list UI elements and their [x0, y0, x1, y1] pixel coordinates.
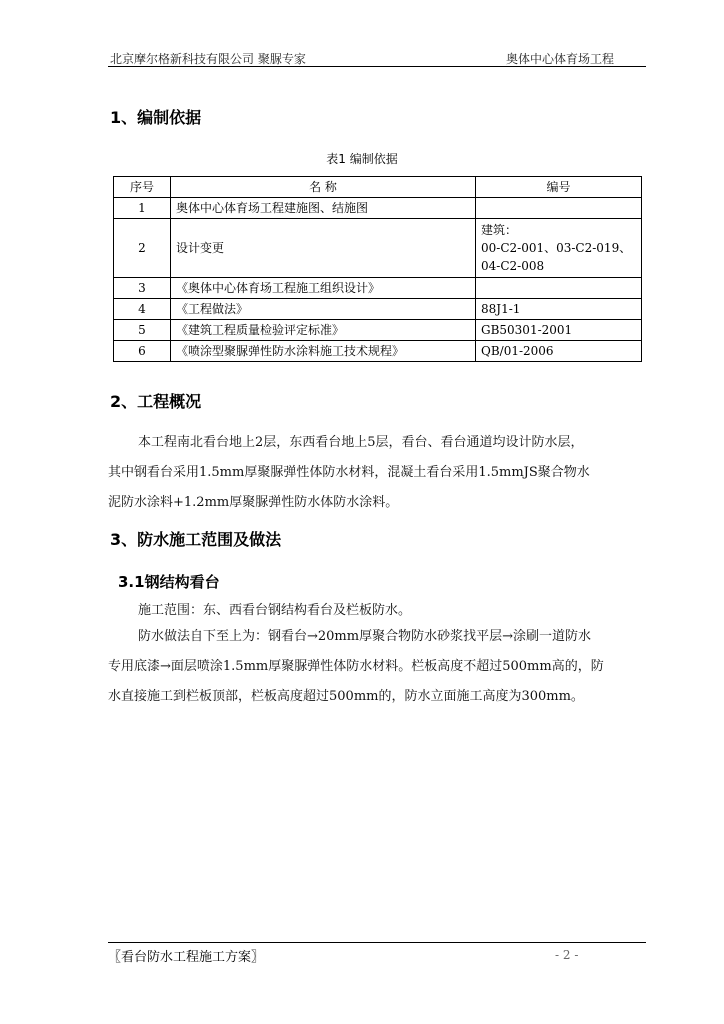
row-name: 《喷涂型聚脲弹性防水涂料施工技术规程》 — [171, 341, 476, 362]
footer-rule — [108, 942, 646, 943]
overview-paragraph — [108, 428, 648, 518]
row-code-line: 建筑： — [481, 223, 518, 237]
table-row — [114, 299, 642, 320]
method-line: 专用底漆→面层喷涂1.5mm厚聚脲弹性体防水材料。栏板高度不超过500mm高的，防 — [108, 659, 604, 674]
row-code: QB/01-2006 — [476, 341, 642, 362]
overview-line: 泥防水涂料+1.2mm厚聚脲弹性防水体防水涂料。 — [108, 495, 399, 510]
header-rule — [108, 66, 646, 67]
row-no: 1 — [114, 198, 171, 219]
row-code — [476, 278, 642, 299]
section-2-title: 2、工程概况 — [110, 392, 202, 411]
footer-title: 〖看台防水工程施工方案〗 — [108, 950, 265, 965]
row-code-line: 00-C2-001、03-C2-019、 — [481, 241, 632, 255]
table-header-row — [114, 177, 642, 198]
row-no: 3 — [114, 278, 171, 299]
method-line: 水直接施工到栏板顶部，栏板高度超过500mm的，防水立面施工高度为300mm。 — [108, 689, 584, 704]
row-name: 奥体中心体育场工程建施图、结施图 — [171, 198, 476, 219]
header-no: 序号 — [114, 177, 171, 198]
row-code — [476, 198, 642, 219]
table-row — [114, 198, 642, 219]
basis-table — [113, 176, 642, 362]
table-row — [114, 278, 642, 299]
scope-line: 施工范围：东、西看台钢结构看台及栏板防水。 — [138, 603, 412, 618]
header-code: 编号 — [476, 177, 642, 198]
overview-line: 其中钢看台采用1.5mm厚聚脲弹性体防水材料，混凝土看台采用1.5mmJS聚合物水 — [108, 465, 590, 480]
table-row — [114, 219, 642, 278]
row-name: 《工程做法》 — [171, 299, 476, 320]
method-paragraph — [108, 622, 648, 712]
row-no: 4 — [114, 299, 171, 320]
section-1-title: 1、编制依据 — [110, 108, 202, 127]
table-row — [114, 320, 642, 341]
page-number: - 2 - — [555, 948, 579, 962]
page-header — [108, 50, 646, 66]
row-code — [476, 219, 642, 278]
row-code: 88J1-1 — [476, 299, 642, 320]
header-project: 奥体中心体育场工程 — [505, 52, 614, 66]
row-code: GB50301-2001 — [476, 320, 642, 341]
subsection-3-1-title: 3.1钢结构看台 — [118, 573, 220, 591]
row-no: 2 — [114, 219, 171, 278]
row-no: 6 — [114, 341, 171, 362]
row-code-line: 04-C2-008 — [481, 259, 545, 273]
row-name: 设计变更 — [171, 219, 476, 278]
method-line: 防水做法自下至上为：钢看台→20mm厚聚合物防水砂浆找平层→涂刷一道防水 — [138, 629, 591, 644]
row-name: 《建筑工程质量检验评定标准》 — [171, 320, 476, 341]
row-no: 5 — [114, 320, 171, 341]
table-caption: 表1 编制依据 — [326, 152, 398, 166]
header-company: 北京摩尔格新科技有限公司 聚脲专家 — [110, 52, 306, 66]
header-name: 名 称 — [171, 177, 476, 198]
row-name: 《奥体中心体育场工程施工组织设计》 — [171, 278, 476, 299]
section-3-title: 3、防水施工范围及做法 — [110, 530, 282, 549]
table-row — [114, 341, 642, 362]
overview-line: 本工程南北看台地上2层，东西看台地上5层，看台、看台通道均设计防水层， — [138, 435, 584, 450]
